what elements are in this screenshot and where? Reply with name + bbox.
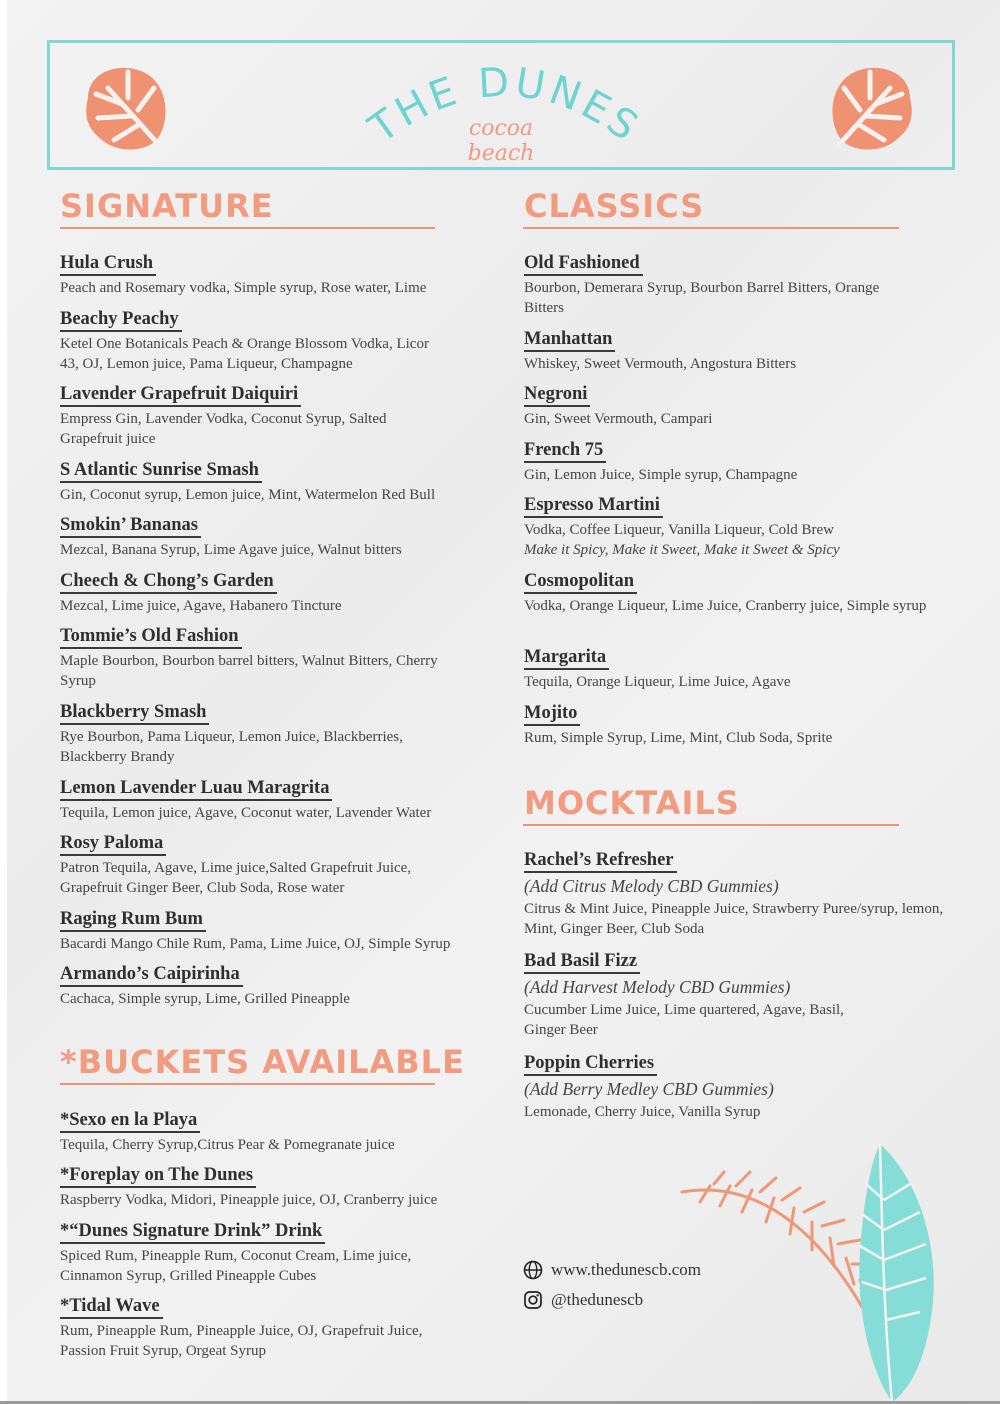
item-name: Cheech & Chong’s Garden (60, 570, 277, 594)
menu-item (60, 1109, 500, 1155)
menu-item (60, 832, 500, 898)
menu-item (60, 1220, 500, 1286)
monstera-leaf-icon (828, 58, 920, 154)
item-ingredients: Citrus & Mint Juice, Pineapple Juice, Strawberry Puree/syrup, lemon, Mint, Ginger Beer, Club Soda (524, 901, 944, 937)
item-name: Negroni (524, 383, 590, 407)
item-addon-note: (Add Citrus Melody CBD Gummies) (524, 876, 779, 896)
menu-item (60, 252, 500, 298)
item-name: Raging Rum Bum (60, 908, 206, 932)
item-name: Beachy Peachy (60, 308, 182, 332)
menu-item (524, 950, 964, 1040)
item-ingredients: Tequila, Cherry Syrup,Citrus Pear & Pomegranate juice (60, 1137, 395, 1153)
menu-item (524, 646, 964, 692)
item-ingredients: Gin, Lemon Juice, Simple syrup, Champagne (524, 467, 798, 483)
menu-item (60, 701, 500, 767)
item-name: Hula Crush (60, 252, 156, 276)
menu-item (60, 625, 500, 691)
item-ingredients: Empress Gin, Lavender Vodka, Coconut Syrup, Salted Grapefruit juice (60, 411, 387, 447)
item-addon-note: (Add Berry Medley CBD Gummies) (524, 1079, 774, 1099)
item-ingredients: Raspberry Vodka, Midori, Pineapple juice, OJ, Cranberry juice (60, 1192, 438, 1208)
item-ingredients: Vodka, Coffee Liqueur, Vanilla Liqueur, Cold Brew (524, 522, 834, 538)
menu-item (60, 308, 500, 374)
item-ingredients: Lemonade, Cherry Juice, Vanilla Syrup (524, 1104, 761, 1120)
item-ingredients: Rye Bourbon, Pama Liqueur, Lemon Juice, Blackberries, Blackberry Brandy (60, 729, 403, 765)
item-name: French 75 (524, 439, 606, 463)
item-name: Margarita (524, 646, 609, 670)
classics-heading: CLASSICS (524, 187, 705, 225)
menu-item (524, 849, 964, 939)
globe-icon (523, 1260, 543, 1280)
menu-item (60, 383, 500, 449)
palm-frond-icon (670, 1140, 950, 1404)
item-ingredients: Patron Tequila, Agave, Lime juice,Salted Grapefruit Juice, Grapefruit Ginger Beer, Club Soda, Rose water (60, 860, 412, 896)
item-ingredients: Vodka, Orange Liqueur, Lime Juice, Cranberry juice, Simple syrup (524, 598, 927, 614)
item-ingredients: Cachaca, Simple syrup, Lime, Grilled Pineapple (60, 991, 350, 1007)
menu-item (524, 252, 964, 318)
item-name: Lavender Grapefruit Daiquiri (60, 383, 301, 407)
item-name: S Atlantic Sunrise Smash (60, 459, 262, 483)
item-ingredients: Mezcal, Banana Syrup, Lime Agave juice, Walnut bitters (60, 542, 402, 558)
menu-item (524, 702, 964, 748)
menu-item (60, 570, 500, 616)
item-name: Bad Basil Fizz (524, 950, 640, 974)
item-ingredients: Tequila, Lemon juice, Agave, Coconut water, Lavender Water (60, 805, 432, 821)
page-edge (0, 0, 7, 1404)
menu-item (524, 328, 964, 374)
item-ingredients: Gin, Coconut syrup, Lemon juice, Mint, Watermelon Red Bull (60, 487, 436, 503)
instagram-handle[interactable]: @thedunescb (551, 1290, 644, 1309)
item-addon-note: (Add Harvest Melody CBD Gummies) (524, 977, 791, 997)
item-ingredients: Whiskey, Sweet Vermouth, Angostura Bitters (524, 356, 797, 372)
item-name: Rachel’s Refresher (524, 849, 677, 873)
item-name: Old Fashioned (524, 252, 643, 276)
menu-item (524, 383, 964, 429)
item-name: Lemon Lavender Luau Maragrita (60, 777, 332, 801)
instagram-contact[interactable] (523, 1290, 643, 1310)
item-name: *Foreplay on The Dunes (60, 1164, 256, 1188)
item-ingredients: Tequila, Orange Liqueur, Lime Juice, Agave (524, 674, 791, 690)
item-ingredients: Bacardi Mango Chile Rum, Pama, Lime Juice, OJ, Simple Syrup (60, 936, 451, 952)
menu-item (60, 908, 500, 954)
signature-rule (60, 227, 435, 229)
item-name: *Tidal Wave (60, 1295, 163, 1319)
item-name: Espresso Martini (524, 494, 663, 518)
item-ingredients: Spiced Rum, Pineapple Rum, Coconut Cream, Lime juice, Cinnamon Syrup, Grilled Pineapple Cubes (60, 1248, 412, 1284)
item-name: Mojito (524, 702, 580, 726)
item-ingredients: Rum, Pineapple Rum, Pineapple Juice, OJ, Grapefruit Juice, Passion Fruit Syrup, Orgeat Syrup (60, 1323, 423, 1359)
classics-rule (523, 227, 899, 229)
mocktails-rule (523, 824, 899, 826)
menu-item (60, 459, 500, 505)
buckets-heading: *BUCKETS AVAILABLE (60, 1043, 465, 1081)
item-name: Cosmopolitan (524, 570, 637, 594)
menu-item (524, 570, 964, 616)
item-ingredients: Gin, Sweet Vermouth, Campari (524, 411, 713, 427)
item-name: *Sexo en la Playa (60, 1109, 200, 1133)
item-name: Smokin’ Bananas (60, 514, 201, 538)
website-link[interactable]: www.thedunescb.com (551, 1260, 701, 1279)
item-name: *“Dunes Signature Drink” Drink (60, 1220, 325, 1244)
item-ingredients: Peach and Rosemary vodka, Simple syrup, Rose water, Lime (60, 280, 427, 296)
menu-item (60, 514, 500, 560)
buckets-rule (60, 1083, 435, 1085)
item-ingredients: Rum, Simple Syrup, Lime, Mint, Club Soda, Sprite (524, 730, 833, 746)
brand-name: THE DUNES (360, 59, 649, 153)
item-name: Manhattan (524, 328, 615, 352)
item-ingredients: Bourbon, Demerara Syrup, Bourbon Barrel Bitters, Orange Bitters (524, 280, 880, 316)
instagram-icon (523, 1290, 543, 1310)
item-ingredients: Mezcal, Lime juice, Agave, Habanero Tincture (60, 598, 342, 614)
signature-heading: SIGNATURE (60, 187, 274, 225)
menu-item (60, 1295, 500, 1361)
menu-item (60, 963, 500, 1009)
menu-item (60, 1164, 500, 1210)
mocktails-heading: MOCKTAILS (524, 784, 740, 822)
brand-tagline: cocoa beach (467, 116, 535, 166)
item-name: Tommie’s Old Fashion (60, 625, 242, 649)
monstera-leaf-icon (78, 58, 170, 154)
item-name: Armando’s Caipirinha (60, 963, 243, 987)
menu-item (524, 494, 964, 560)
item-name: Rosy Paloma (60, 832, 166, 856)
menu-item (60, 777, 500, 823)
item-ingredients: Ketel One Botanicals Peach & Orange Blossom Vodka, Licor 43, OJ, Lemon juice, Pama Liqueur, Champagne (60, 336, 429, 372)
item-name: Poppin Cherries (524, 1052, 657, 1076)
item-ingredients: Cucumber Lime Juice, Lime quartered, Agave, Basil, Ginger Beer (524, 1002, 844, 1038)
menu-item (524, 1052, 964, 1122)
item-ingredients: Maple Bourbon, Bourbon barrel bitters, Walnut Bitters, Cherry Syrup (60, 653, 438, 689)
item-name: Blackberry Smash (60, 701, 209, 725)
menu-item (524, 439, 964, 485)
item-variants: Make it Spicy, Make it Sweet, Make it Sweet & Spicy (524, 542, 840, 558)
